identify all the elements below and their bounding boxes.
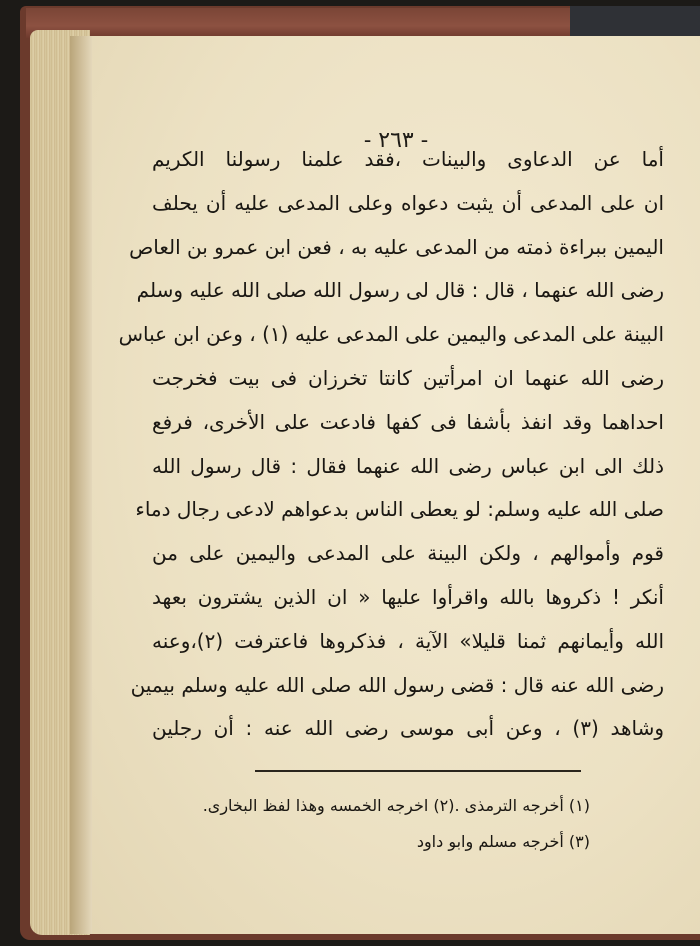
body-line: رضى الله عنهما ان امرأتين كانتا تخرزان فى بيت فخرجت bbox=[152, 365, 664, 390]
body-line: رضى الله عنهما ، قال : قال لى رسول الله صلى الله عليه وسلم bbox=[136, 278, 664, 303]
page-number: - ٢٦٣ - bbox=[363, 128, 429, 153]
footnotes bbox=[202, 788, 590, 860]
footnote-line: (٣) أخرجه مسلم وابو داود bbox=[416, 832, 590, 851]
body-line: اليمين ببراءة ذمته من المدعى عليه به ، فعن ابن عمرو بن العاص bbox=[129, 234, 664, 259]
body-line: قوم وأموالهم ، ولكن البينة على المدعى واليمين على من bbox=[152, 541, 664, 566]
book-spine-corner bbox=[570, 6, 700, 36]
body-line: وشاهد (٣) ، وعن أبى موسى رضى الله عنه : أن رجلين bbox=[152, 716, 665, 741]
footnote-separator bbox=[255, 770, 581, 772]
body-line: صلى الله عليه وسلم: لو يعطى الناس بدعواهم لادعى رجال دماء bbox=[135, 497, 664, 522]
body-line: ذلك الى ابن عباس رضى الله عنهما فقال : قال رسول الله bbox=[152, 453, 664, 478]
body-line: ان على المدعى أن يثبت دعواه وعلى المدعى عليه أن يحلف bbox=[152, 190, 664, 215]
body-line: أنكر ! ذكروها بالله واقرأوا عليها « ان الذين يشترون بعهد bbox=[152, 584, 664, 609]
body-line: رضى الله عنه قال : قضى رسول الله صلى الله عليه وسلم بيمين bbox=[130, 672, 664, 697]
body-line: البينة على المدعى واليمين على المدعى عليه (١) ، وعن ابن عباس bbox=[118, 322, 664, 347]
body-line: أما عن الدعاوى والبينات ،فقد علمنا رسولنا الكريم bbox=[152, 147, 664, 171]
footnote-line: (١) أخرجه الترمذى .(٢) اخرجه الخمسه وهذا لفظ البخارى. bbox=[202, 796, 590, 815]
body-line: الله وأيمانهم ثمنا قليلا» الآية ، فذكروها فاعترفت (٢)،وعنه bbox=[152, 628, 664, 653]
page-gutter-shadow bbox=[70, 36, 94, 934]
body-text bbox=[118, 138, 665, 751]
body-line: احداهما وقد انفذ بأشفا فى كفها فادعت على الأخرى، فرفع bbox=[152, 409, 664, 434]
